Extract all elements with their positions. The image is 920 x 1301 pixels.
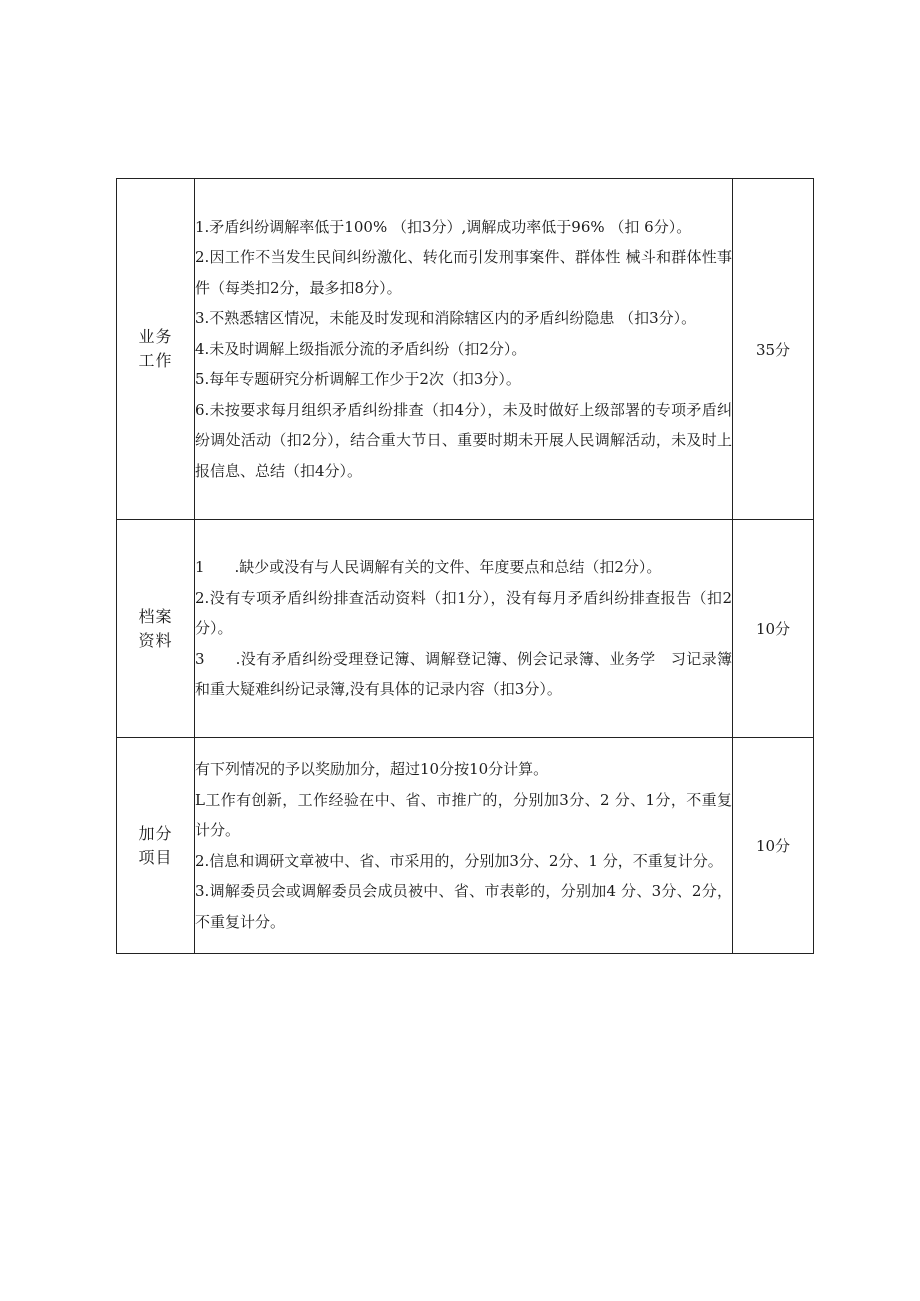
category-cell xyxy=(117,179,195,520)
criteria-item: 2.信息和调研文章被中、省、市采用的，分别加3分、2分、1 分，不重复计分。 xyxy=(195,851,723,870)
score-value: 35分 xyxy=(755,340,791,359)
score-value: 10分 xyxy=(755,620,791,638)
criteria-item: 有下列情况的予以奖励加分，超过10分按10分计算。 xyxy=(195,760,549,778)
criteria-item: 2.没有专项矛盾纠纷排查活动资料（扣1分），没有每月矛盾纠纷排查报告（扣2分）。 xyxy=(195,588,732,638)
criteria-cell xyxy=(195,179,733,520)
table-row-bonus xyxy=(117,738,814,954)
score-value: 10分 xyxy=(755,837,791,855)
criteria-item: 1.矛盾纠纷调解率低于100% （扣3分）,调解成功率低于96% （扣 6分）。 xyxy=(195,217,692,236)
category-cell xyxy=(117,520,195,738)
criteria-item: L工作有创新，工作经验在中、省、市推广的，分别加3分、2 分、1分，不重复计分。 xyxy=(195,790,732,839)
criteria-item: 5.每年专题研究分析调解工作少于2次（扣3分）。 xyxy=(195,370,521,389)
table-row-archives xyxy=(117,520,814,738)
criteria-item: 4.未及时调解上级指派分流的矛盾纠纷（扣2分）。 xyxy=(195,339,527,358)
criteria-item: 3.不熟悉辖区情况，未能及时发现和消除辖区内的矛盾纠纷隐患 （扣3分）。 xyxy=(195,309,697,328)
category-label: 档案 资料 xyxy=(138,606,173,650)
score-cell xyxy=(733,738,814,954)
category-label: 业务 工作 xyxy=(138,327,173,370)
scoring-table xyxy=(116,178,814,954)
criteria-item: 3 .没有矛盾纠纷受理登记簿、调解登记簿、例会记录簿、业务学 习记录簿和重大疑难纠纷记录簿,没有具体的记录内容（扣3分）。 xyxy=(195,649,732,699)
category-label: 加分 项目 xyxy=(138,823,173,867)
criteria-item: 3.调解委员会或调解委员会成员被中、省、市表彰的，分别加4 分、3分、2分，不重复计分。 xyxy=(195,882,732,931)
category-cell xyxy=(117,738,195,954)
score-cell xyxy=(733,520,814,738)
criteria-item: 1 .缺少或没有与人民调解有关的文件、年度要点和总结（扣2分）。 xyxy=(195,558,662,577)
criteria-cell xyxy=(195,738,733,954)
score-cell xyxy=(733,179,814,520)
table-row-business-work xyxy=(117,179,814,520)
criteria-item: 6.未按要求每月组织矛盾纠纷排查（扣4分），未及时做好上级部署的专项矛盾纠纷调处活动（扣2分），结合重大节日、重要时期未开展人民调解活动，未及时上报信息、总结（扣4分）。 xyxy=(195,400,732,480)
criteria-item: 2.因工作不当发生民间纠纷激化、转化而引发刑事案件、群体性 械斗和群体性事件（每类扣2分，最多扣8分）。 xyxy=(195,248,732,297)
criteria-cell xyxy=(195,520,733,738)
